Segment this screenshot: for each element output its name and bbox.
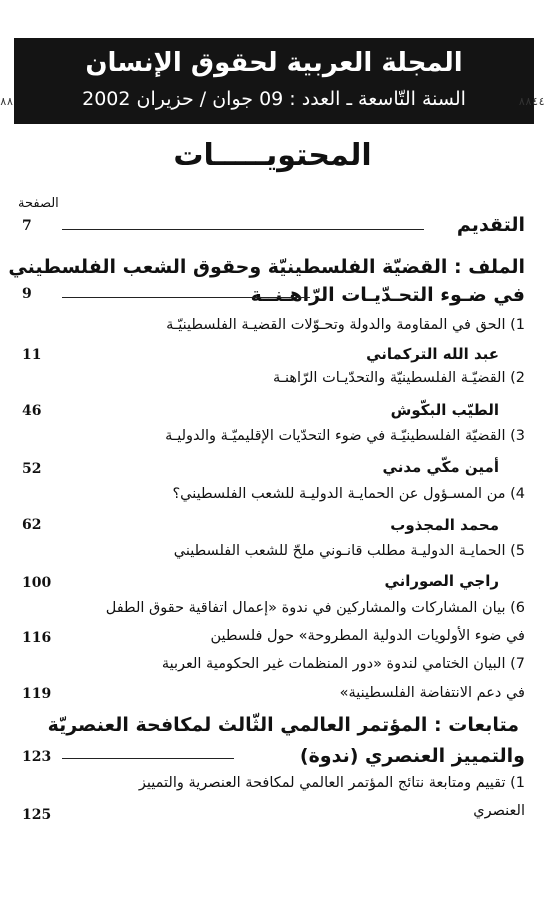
journal-title: المجلة العربية لحقوق الإنسان [85, 48, 463, 78]
toc-article-author: الطيّب البكّوش [390, 401, 499, 419]
toc-article-title: 4) من المسـؤول عن الحمايـة الدوليـة للشعب الفلسطيني؟ [172, 486, 525, 502]
toc-statement-line: 6) بيان المشاركات والمشاركين في ندوة «إعمال اتفاقية حقوق الطفل [105, 600, 525, 616]
toc-article-title: 3) القضيّة الفلسطينيّـة في ضوء التحدّيات الإقليميّـة والدوليـة [165, 428, 525, 444]
toc-article-author: عبد الله التركماني [366, 345, 499, 363]
toc-statement-line: 7) البيان الختامي لندوة «دور المنظمات غير الحكومية العربية [161, 656, 525, 672]
toc-dossier-heading: الملف : القضيّة الفلسطينيّة وحقوق الشعب الفلسطيني [8, 256, 525, 278]
page-column-header: الصفحة [18, 196, 59, 211]
toc-article-author: محمد المجذوب [390, 516, 499, 534]
toc-article-title: 1) الحق في المقاومة والدولة وتحـوّلات القضيـة الفلسطينيّـة [166, 317, 525, 333]
toc-followups-page: 123 [22, 749, 52, 765]
toc-followups-subheading: والتمييز العنصري (ندوة) [299, 745, 525, 767]
toc-article-title: 5) الحمايـة الدوليـة مطلب قانـوني ملحّ للشعب الفلسطيني [173, 543, 525, 559]
toc-article-title: 2) القضيّـة الفلسطينيّة والتحدّيـات الرّاهنـة [272, 370, 525, 386]
dotted-leader [62, 297, 310, 298]
toc-statement-line: في دعم الانتفاضة الفلسطينية» [339, 685, 525, 701]
toc-dossier-page: 9 [22, 286, 32, 302]
toc-article-page: 100 [22, 575, 52, 591]
toc-dossier-subheading: في ضـوء التحـدّيـات الرّاهـنــة [250, 284, 525, 306]
toc-article-author: راجي الصوراني [384, 572, 499, 590]
toc-intro-page: 7 [22, 218, 32, 234]
toc-article-author: أمين مكّي مدني [382, 458, 499, 476]
toc-followup-item-page: 125 [22, 807, 52, 823]
toc-followup-item-line: 1) تقييم ومتابعة نتائج المؤتمر العالمي لمكافحة العنصرية والتمييز [138, 775, 525, 791]
scan-edge-mark-right: ٨٨٤٤ [518, 95, 545, 108]
contents-title: المحتويـــــات [173, 138, 372, 173]
toc-article-page: 52 [22, 461, 42, 477]
toc-followup-item-line: العنصري [473, 803, 525, 819]
toc-statement-line: في ضوء الأولويات الدولية المطروحة» حول فلسطين [210, 628, 525, 644]
toc-article-page: 46 [22, 403, 42, 419]
toc-statement-page: 119 [22, 686, 52, 702]
scan-edge-mark-left: ٨٨ [0, 95, 14, 108]
toc-article-page: 62 [22, 517, 42, 533]
toc-intro-title: التقديم [456, 214, 525, 236]
dotted-leader [62, 758, 234, 759]
journal-header-banner [14, 38, 534, 124]
toc-statement-page: 116 [22, 630, 52, 646]
journal-issue-info: السنة التّاسعة ـ العدد : 09 جوان / حزيران 2002 [82, 88, 466, 110]
dotted-leader [62, 229, 424, 230]
toc-followups-heading: متابعات : المؤتمر العالمي الثّالث لمكافحة العنصريّة [47, 714, 519, 736]
toc-article-page: 11 [22, 347, 42, 363]
